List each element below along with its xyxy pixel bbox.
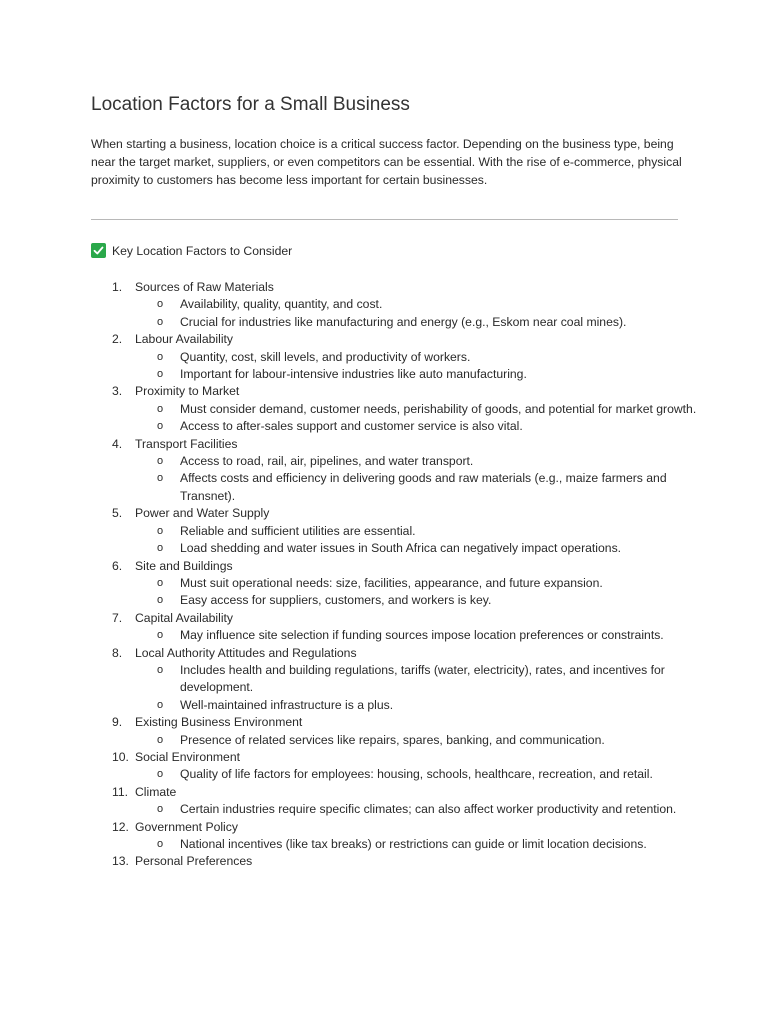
hollow-bullet-icon: o (157, 350, 164, 363)
hollow-bullet-icon: o (157, 368, 164, 381)
factor-item (91, 749, 691, 784)
factor-point-text: Well-maintained infrastructure is a plus. (180, 697, 394, 712)
factor-list (91, 279, 697, 871)
factor-item (91, 383, 697, 435)
factor-point (135, 314, 722, 331)
factor-point-text: Reliable and sufficient utilities are essential. (180, 523, 416, 538)
factor-number: 4. (112, 436, 123, 451)
factor-number: 13. (112, 854, 129, 869)
factor-point-text: Load shedding and water issues in South Africa can negatively impact operations. (180, 541, 622, 556)
factor-title: Existing Business Environment (135, 715, 303, 730)
hollow-bullet-icon: o (157, 455, 164, 468)
hollow-bullet-icon: o (157, 594, 164, 607)
factor-point (135, 523, 722, 540)
factor-item (91, 645, 691, 715)
factor-points (135, 296, 691, 331)
factor-point-text: National incentives (like tax breaks) or restrictions can guide or limit location decisions. (180, 837, 647, 851)
factor-item (91, 505, 691, 557)
factor-point (135, 697, 722, 714)
intro-paragraph: When starting a business, location choice is a critical success factor. Depending on the business type, being near the target market, suppliers, or even competitors can be essential. With the rise of e-commerce, physical proximity to customers has become less important for certain businesses. (91, 137, 682, 187)
check-mark-icon (91, 243, 106, 258)
factor-title: Transport Facilities (135, 436, 238, 451)
factor-number: 5. (112, 506, 123, 521)
factor-item (91, 610, 691, 645)
factor-point-text: Must consider demand, customer needs, perishability of goods, and potential for market growth. (180, 401, 697, 416)
hollow-bullet-icon: o (157, 542, 164, 555)
hollow-bullet-icon: o (157, 698, 164, 711)
factor-title: Power and Water Supply (135, 506, 270, 521)
factor-title: Site and Buildings (135, 558, 233, 573)
factor-point (135, 627, 722, 644)
factor-item (91, 819, 691, 854)
factor-point (135, 366, 722, 383)
factor-points (135, 523, 691, 558)
horizontal-divider (91, 219, 678, 220)
factor-point-text: Important for labour-intensive industries like auto manufacturing. (180, 367, 527, 382)
factor-point (135, 418, 722, 435)
factor-point-text: Must suit operational needs: size, facilities, appearance, and future expansion. (180, 575, 603, 590)
factor-point-text: Availability, quality, quantity, and cost. (180, 297, 383, 312)
factor-point (135, 801, 722, 818)
factor-title: Social Environment (135, 749, 240, 764)
factor-title: Government Policy (135, 819, 238, 834)
factor-point (135, 732, 722, 749)
factor-number: 7. (112, 610, 123, 625)
factor-item (91, 853, 691, 870)
hollow-bullet-icon: o (157, 629, 164, 642)
hollow-bullet-icon: o (157, 524, 164, 537)
factor-point (135, 836, 722, 853)
factor-point (135, 575, 722, 592)
factor-item (91, 784, 691, 819)
factor-point (135, 540, 722, 557)
factor-item (91, 331, 691, 383)
factor-item (91, 279, 691, 331)
section-heading (91, 243, 292, 258)
factor-point-text: Crucial for industries like manufacturing and energy (e.g., Eskom near coal mines). (180, 314, 627, 329)
hollow-bullet-icon: o (157, 420, 164, 433)
hollow-bullet-icon: o (157, 402, 164, 415)
factor-number: 2. (112, 332, 123, 347)
hollow-bullet-icon: o (157, 733, 164, 746)
factor-number: 11. (112, 784, 129, 799)
factor-point-text: Presence of related services like repairs, spares, banking, and communication. (180, 732, 605, 747)
factor-points (135, 662, 691, 714)
factor-title: Climate (135, 784, 177, 799)
factor-point-text: May influence site selection if funding sources impose location preferences or constraints. (180, 628, 664, 643)
factor-number: 9. (112, 715, 123, 730)
factor-item (91, 436, 691, 506)
factor-item (91, 558, 691, 610)
hollow-bullet-icon: o (157, 315, 164, 328)
hollow-bullet-icon: o (157, 768, 164, 781)
factor-point-text: Access to after-sales support and customer service is also vital. (180, 419, 523, 434)
factor-title: Capital Availability (135, 610, 234, 625)
factor-number: 3. (112, 384, 123, 399)
factor-point (135, 296, 722, 313)
factor-points (135, 836, 691, 853)
factor-title: Proximity to Market (135, 384, 240, 399)
factor-point-text: Easy access for suppliers, customers, and workers is key. (180, 593, 492, 608)
hollow-bullet-icon: o (157, 663, 164, 676)
factor-point-text: Access to road, rail, air, pipelines, and water transport. (180, 454, 474, 469)
factor-point (135, 662, 722, 697)
hollow-bullet-icon: o (157, 298, 164, 311)
factor-points (135, 732, 691, 749)
factor-point-text: Affects costs and efficiency in delivering goods and raw materials (e.g., maize farmers and Transnet). (180, 471, 667, 503)
hollow-bullet-icon: o (157, 838, 164, 850)
factor-number: 6. (112, 558, 123, 573)
page-title: Location Factors for a Small Business (91, 94, 410, 115)
factor-point (135, 401, 722, 418)
factor-point-text: Quantity, cost, skill levels, and productivity of workers. (180, 349, 471, 364)
hollow-bullet-icon: o (157, 472, 164, 485)
factor-title: Local Authority Attitudes and Regulations (135, 645, 357, 660)
factor-points (135, 766, 691, 783)
factor-points (135, 575, 691, 610)
section-heading-text: Key Location Factors to Consider (112, 243, 293, 258)
hollow-bullet-icon: o (157, 803, 164, 816)
factor-point (135, 592, 722, 609)
factor-number: 8. (112, 645, 123, 660)
factor-points (135, 349, 691, 384)
factor-points (135, 453, 691, 505)
factor-title: Sources of Raw Materials (135, 280, 274, 294)
factor-point (135, 470, 722, 505)
factor-point (135, 766, 722, 783)
factor-item (91, 714, 691, 749)
factor-number: 12. (112, 819, 129, 834)
factor-points (135, 801, 691, 818)
factor-title: Labour Availability (135, 332, 234, 347)
hollow-bullet-icon: o (157, 576, 164, 589)
factor-title: Personal Preferences (135, 854, 253, 869)
factor-number: 1. (112, 280, 123, 294)
factor-points (135, 401, 697, 436)
factor-point (135, 349, 722, 366)
factor-point-text: Certain industries require specific climates; can also affect worker productivity and retention. (180, 802, 677, 817)
factor-point-text: Quality of life factors for employees: housing, schools, healthcare, recreation, and retail. (180, 767, 653, 782)
factor-point (135, 453, 722, 470)
factor-points (135, 627, 691, 644)
factor-number: 10. (112, 749, 129, 764)
factor-point-text: Includes health and building regulations, tariffs (water, electricity), rates, and incentives for development. (180, 662, 665, 695)
